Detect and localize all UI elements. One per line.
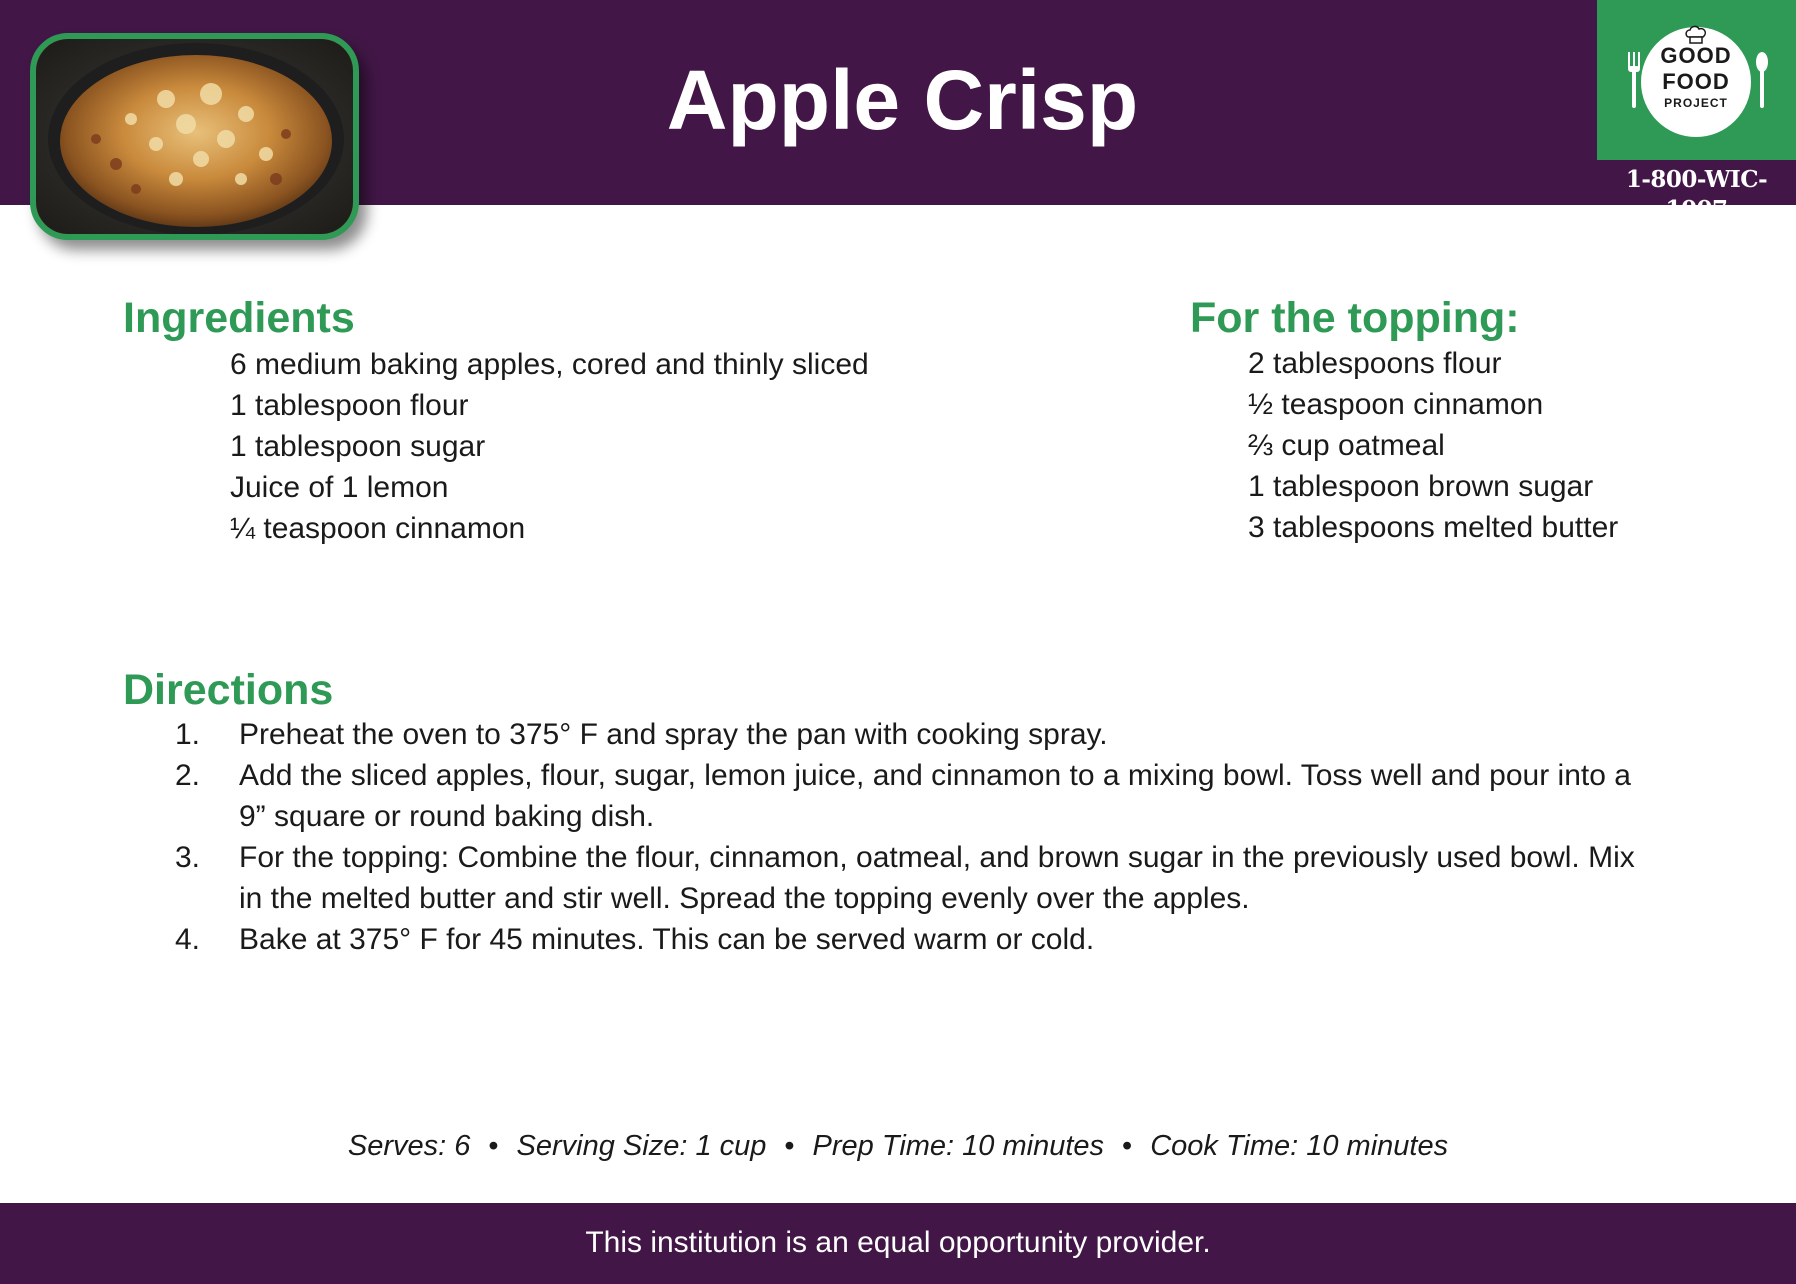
prep-time-text: Prep Time: 10 minutes <box>812 1130 1105 1162</box>
list-item: 6 medium baking apples, cored and thinly sliced <box>230 348 869 381</box>
list-item: ¼ teaspoon cinnamon <box>230 512 526 545</box>
step-text: Add the sliced apples, flour, sugar, lemon juice, and cinnamon to a mixing bowl. Toss well and pour into a 9” square or round baking dish. <box>239 759 1631 833</box>
logo-text-food: FOOD <box>1662 69 1730 94</box>
apple-crisp-photo <box>30 33 359 240</box>
separator: • <box>488 1130 499 1162</box>
page-title: Apple Crisp <box>666 53 1139 147</box>
separator: • <box>1122 1130 1133 1162</box>
good-food-project-logo <box>1597 0 1796 160</box>
ingredients-list <box>230 344 869 549</box>
cook-time-text: Cook Time: 10 minutes <box>1150 1130 1449 1162</box>
topping-heading: For the topping: <box>1190 294 1520 342</box>
fork-icon <box>1627 52 1641 108</box>
footer-text: This institution is an equal opportunity provider. <box>585 1226 1211 1259</box>
footer-bar <box>0 1203 1796 1284</box>
step-number: 4. <box>175 923 201 956</box>
list-item: 1 tablespoon sugar <box>230 430 486 463</box>
list-item: 1 tablespoon brown sugar <box>1248 470 1594 503</box>
step-number: 3. <box>175 841 201 874</box>
step-number: 1. <box>175 718 201 751</box>
direction-step <box>165 919 1665 960</box>
direction-step <box>165 837 1665 919</box>
spoon-icon <box>1755 52 1769 108</box>
directions-list <box>165 714 1665 960</box>
separator: • <box>784 1130 795 1162</box>
recipe-meta <box>0 1126 1796 1166</box>
step-text: Preheat the oven to 375° F and spray the pan with cooking spray. <box>239 718 1108 751</box>
serves-text: Serves: 6 <box>347 1130 471 1162</box>
list-item: ⅔ cup oatmeal <box>1248 429 1445 462</box>
list-item: 3 tablespoons melted butter <box>1248 511 1619 544</box>
step-text: Bake at 375° F for 45 minutes. This can be served warm or cold. <box>239 923 1095 956</box>
logo-text-project: PROJECT <box>1664 96 1728 110</box>
direction-step <box>165 755 1665 837</box>
chef-hat-icon <box>1684 25 1708 45</box>
topping-list <box>1248 343 1618 548</box>
phone-number: 1-800-WIC-1007 <box>1625 166 1768 223</box>
step-text: For the topping: Combine the flour, cinnamon, oatmeal, and brown sugar in the previously used bowl. Mix in the melted butter and stir well. Spread the topping evenly over the apples. <box>239 841 1635 915</box>
ingredients-heading: Ingredients <box>123 294 355 342</box>
logo-circle <box>1641 27 1751 137</box>
serving-size-text: Serving Size: 1 cup <box>516 1130 767 1162</box>
step-number: 2. <box>175 759 201 792</box>
direction-step <box>165 714 1665 755</box>
directions-heading: Directions <box>123 666 334 714</box>
list-item: 1 tablespoon flour <box>230 389 469 422</box>
logo-text-good: GOOD <box>1660 43 1732 68</box>
list-item: 2 tablespoons flour <box>1248 347 1502 380</box>
list-item: ½ teaspoon cinnamon <box>1248 388 1544 421</box>
list-item: Juice of 1 lemon <box>230 471 449 504</box>
